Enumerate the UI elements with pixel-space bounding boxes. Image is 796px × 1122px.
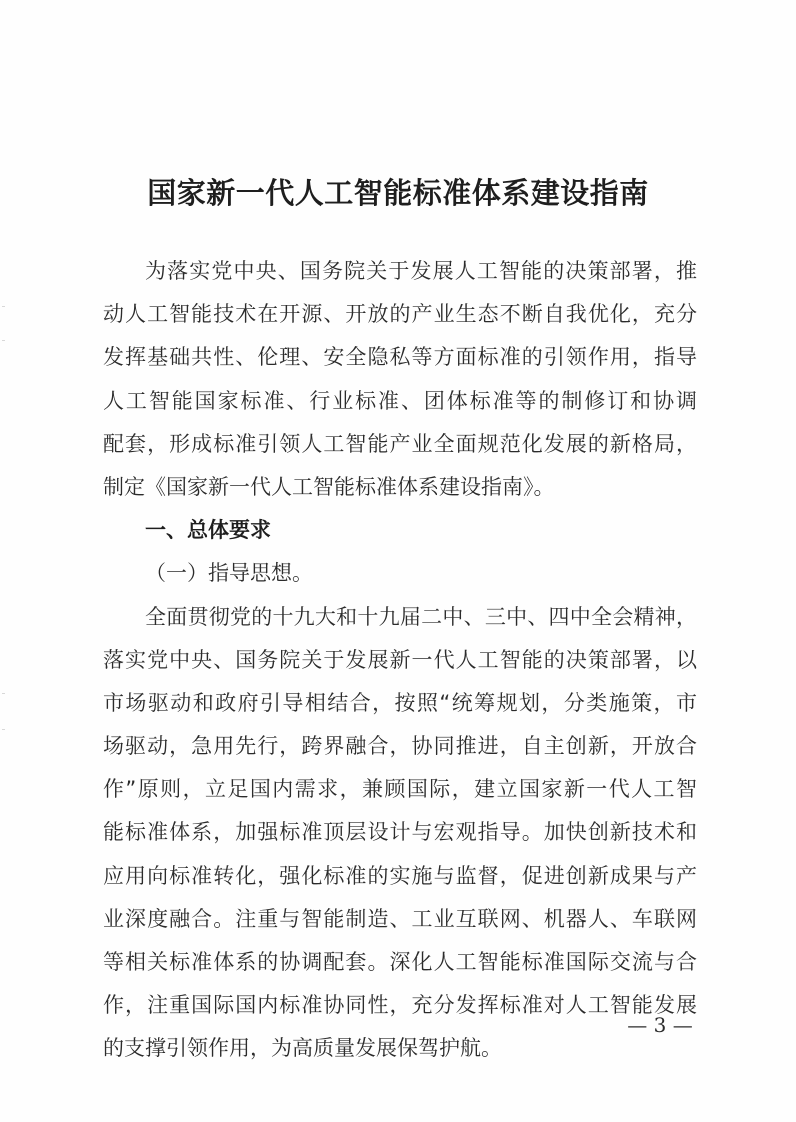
scan-speck bbox=[2, 340, 5, 341]
paragraph-line: 配套，形成标准引领人工智能产业全面规范化发展的新格局， bbox=[103, 431, 697, 456]
scan-speck bbox=[2, 693, 5, 694]
section-heading: 一、总体要求 bbox=[145, 518, 271, 543]
paragraph-line: 人工智能国家标准、行业标准、团体标准等的制修订和协调 bbox=[103, 388, 697, 413]
page-number: — 3 — bbox=[627, 1013, 693, 1037]
paragraph-line: 制定《国家新一代人工智能标准体系建设指南》。 bbox=[103, 474, 555, 499]
scan-speck bbox=[2, 729, 5, 730]
paragraph-line: 的支撑引领作用，为高质量发展保驾护航。 bbox=[103, 1036, 502, 1061]
paragraph-line: 市场驱动和政府引导相结合，按照“统筹规划，分类施策，市 bbox=[103, 690, 697, 715]
paragraph-line: 能标准体系，加强标准顶层设计与宏观指导。加快创新技术和 bbox=[103, 820, 697, 845]
document-body bbox=[103, 250, 697, 1071]
paragraph-line: 落实党中央、国务院关于发展新一代人工智能的决策部署，以 bbox=[103, 647, 697, 672]
paragraph-line: 应用向标准转化，强化标准的实施与监督，促进创新成果与产 bbox=[103, 863, 697, 888]
scan-speck bbox=[2, 306, 5, 307]
paragraph-line: 动人工智能技术在开源、开放的产业生态不断自我优化，充分 bbox=[103, 302, 697, 327]
intro-paragraph bbox=[103, 250, 697, 509]
paragraph-line: 业深度融合。注重与智能制造、工业互联网、机器人、车联网 bbox=[103, 906, 697, 931]
guiding-ideology-paragraph bbox=[103, 596, 697, 1071]
paragraph-line: 场驱动，急用先行，跨界融合，协同推进，自主创新，开放合 bbox=[103, 734, 697, 759]
paragraph-line: 作，注重国际国内标准协同性，充分发挥标准对人工智能发展 bbox=[103, 993, 697, 1018]
subsection-heading: （一）指导思想。 bbox=[145, 561, 313, 586]
paragraph-line: 等相关标准体系的协调配套。深化人工智能标准国际交流与合 bbox=[103, 950, 697, 974]
paragraph-line: 发挥基础共性、伦理、安全隐私等方面标准的引领作用，指导 bbox=[103, 345, 697, 370]
document-title: 国家新一代人工智能标准体系建设指南 bbox=[147, 176, 649, 210]
paragraph-line: 全面贯彻党的十九大和十九届二中、三中、四中全会精神， bbox=[145, 604, 697, 629]
paragraph-line: 作”原则，立足国内需求，兼顾国际，建立国家新一代人工智 bbox=[103, 777, 697, 802]
paragraph-line: 为落实党中央、国务院关于发展人工智能的决策部署，推 bbox=[145, 259, 697, 283]
